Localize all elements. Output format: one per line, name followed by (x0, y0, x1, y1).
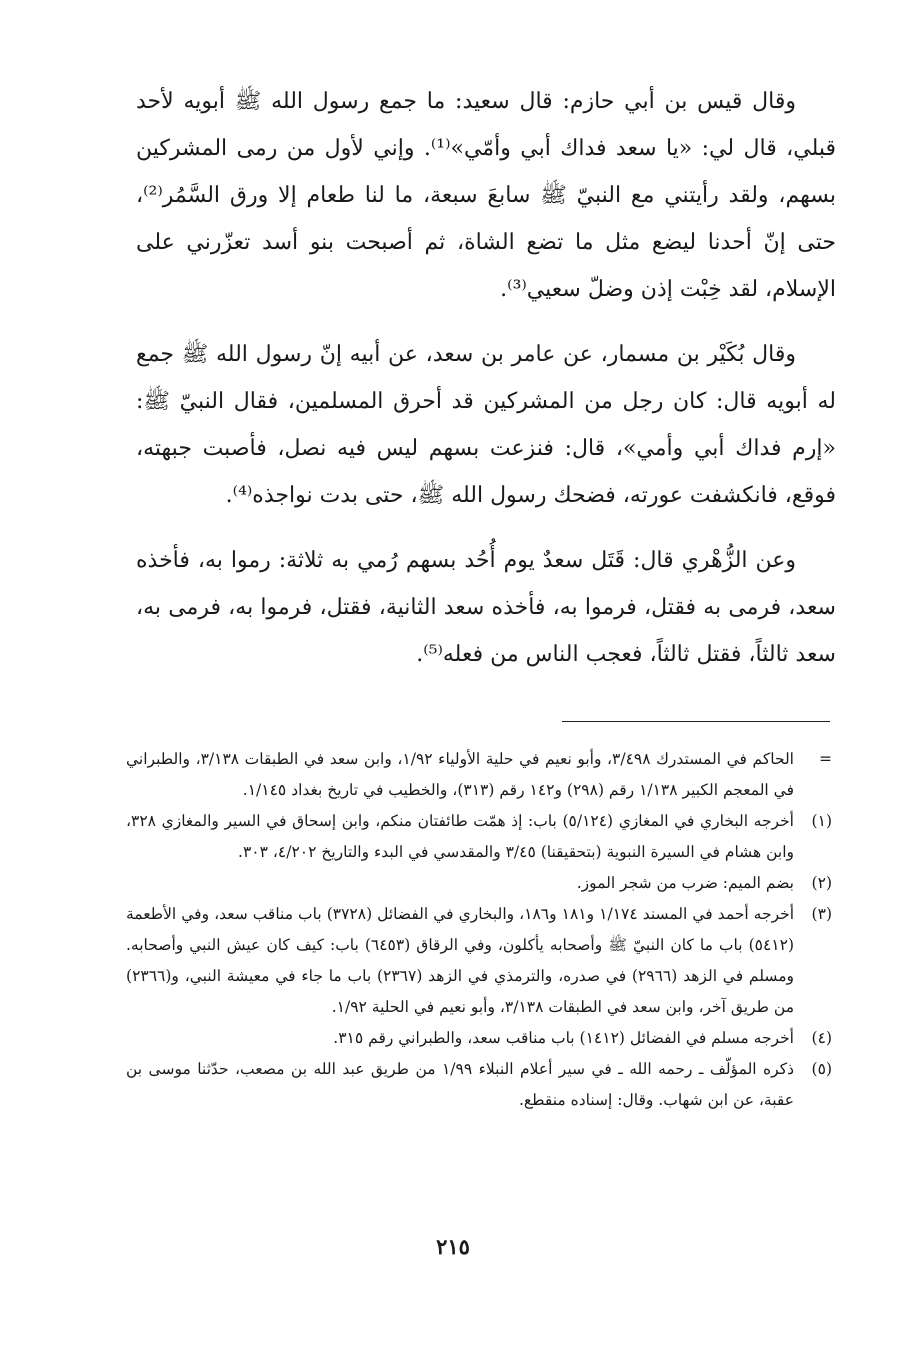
footnote-marker: (٤) (811, 1029, 832, 1047)
footnote-text: أخرجه أحمد في المسند ١/١٧٤ و١٨١ و١٨٦، والبخاري في الفضائل (٣٧٢٨) باب مناقب سعد، وفي الأطعمة (٥٤١٢) باب ما كان النبيّ ﷺ وأصحابه يأكلون، وفي الرقاق (٦٤٥٣) باب: كيف كان عيش النبي وأصحابه. ومسلم في الزهد (٢٩٦٦) في صدره، والترمذي في الزهد (٢٣٦٧) باب ما جاء في معيشة النبي، و(٢٣٦٦) من طريق آخر، وابن سعد في الطبقات ٣/١٣٨، وأبو نعيم في الحلية ١/٩٢. (126, 905, 795, 1016)
paragraph-zuhri: وعن الزُّهْري قال: قَتَل سعدٌ يوم أُحُد بسهم رُمي به ثلاثة: رموا به، فأخذه سعد، فرمى به فقتل، فرموا به، فأخذه سعد الثانية، فقتل، فرموا به، فرمى به، سعد ثالثاً، فقتل ثالثاً، فعجب الناس من فعله⁽⁵⁾. (136, 548, 836, 667)
footnote-text: أخرجه البخاري في المغازي (٥/١٢٤) باب: إذ همّت طائفتان منكم، وابن إسحاق في السير والمغازي ٣٢٨، وابن هشام في السيرة النبوية (بتحقيقنا) ٣/٤٥ والمقدسي في البدء والتاريخ ٤/٢٠٢، ٣٠٣. (126, 812, 794, 861)
footnote-1 (126, 806, 832, 868)
footnotes (126, 744, 832, 1116)
footnote-marker: (٢) (811, 874, 832, 892)
footnote-text: بضم الميم: ضرب من شجر الموز. (576, 874, 794, 892)
main-text (136, 78, 836, 678)
footnote-marker: = (819, 750, 832, 768)
footnote-text: ذكره المؤلّف ـ رحمه الله ـ في سير أعلام النبلاء ١/٩٩ من طريق عبد الله بن مصعب، حدّثنا موسى بن عقبة، عن ابن شهاب. وقال: إسناده منقطع. (126, 1060, 794, 1109)
footnote-3 (126, 899, 832, 1023)
page-number: ٢١٥ (436, 1234, 470, 1259)
footnote-text: أخرجه مسلم في الفضائل (١٤١٢) باب مناقب سعد، والطبراني رقم ٣١٥. (333, 1029, 794, 1047)
footnote-marker: (١) (811, 812, 832, 830)
footnote-continued (126, 744, 832, 806)
footnote-separator (562, 721, 830, 722)
paragraph-bukayr: وقال بُكَيْر بن مسمار، عن عامر بن سعد، عن أبيه إنّ رسول الله ﷺ جمع له أبويه قال: كان رجل من المشركين قد أحرق المسلمين، فقال النبيّ ﷺ: «إرم فداك أبي وأمي»، قال: فنزعت بسهم ليس فيه نصل، فأصبت جبهته، فوقع، فانكشفت عورته، فضحك رسول الله ﷺ، حتى بدت نواجذه⁽⁴⁾. (136, 342, 836, 508)
paragraph-qays: وقال قيس بن أبي حازم: قال سعيد: ما جمع رسول الله ﷺ أبويه لأحد قبلي، قال لي: «يا سعد فداك أبي وأمّي»⁽¹⁾. وإني لأول من رمى المشركين بسهم، ولقد رأيتني مع النبيّ ﷺ سابعَ سبعة، ما لنا طعام إلا ورق السَّمُر⁽²⁾، حتى إنّ أحدنا ليضع مثل ما تضع الشاة، ثم أصبحت بنو أسد تعزّرني على الإسلام، لقد خِبْت إذن وضلّ سعيي⁽³⁾. (136, 89, 837, 302)
footnote-text: الحاكم في المستدرك ٣/٤٩٨، وأبو نعيم في حلية الأولياء ١/٩٢، وابن سعد في الطبقات ٣/١٣٨، والطبراني في المعجم الكبير ١/١٣٨ رقم (٢٩٨) و١٤٢ رقم (٣١٣)، والخطيب في تاريخ بغداد ١/١٤٥. (126, 750, 794, 799)
footnote-marker: (٣) (811, 905, 832, 923)
footnote-4 (126, 1023, 832, 1054)
footnote-2 (126, 868, 832, 899)
footnote-5 (126, 1054, 832, 1116)
footnote-marker: (٥) (811, 1060, 832, 1078)
